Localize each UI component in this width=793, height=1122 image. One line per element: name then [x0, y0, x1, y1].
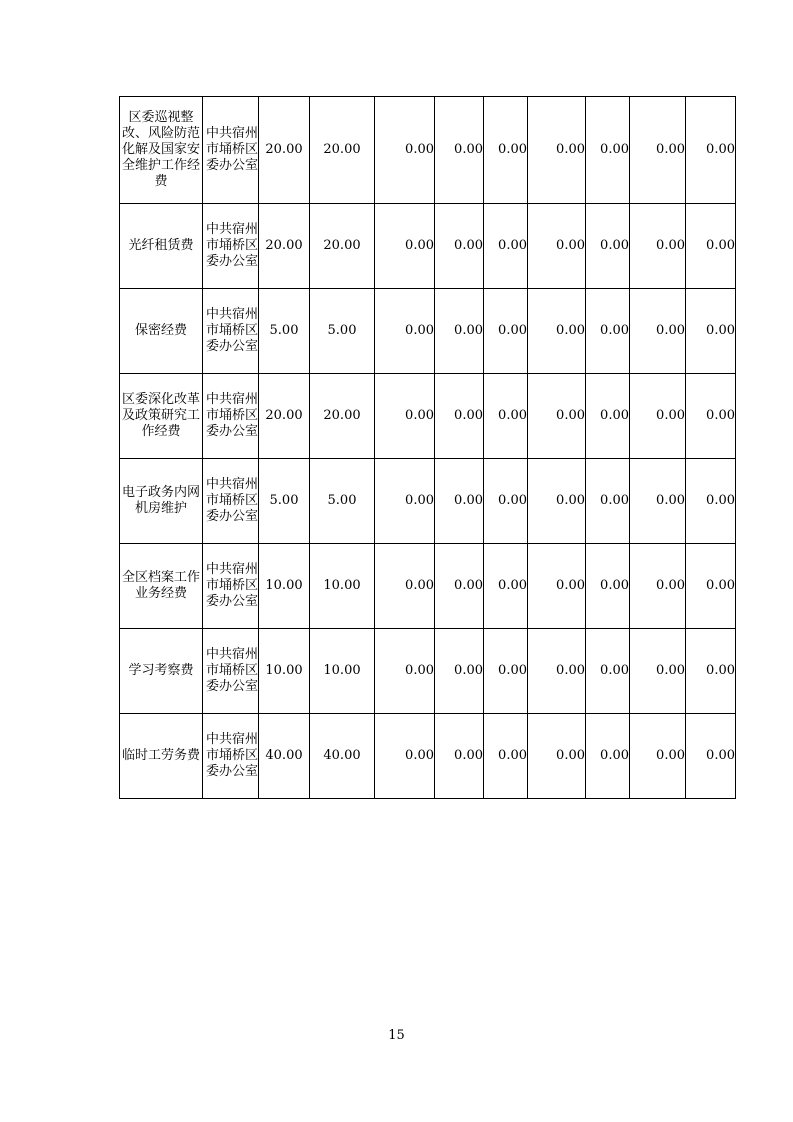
fiscal-amount-cell: 20.00 [310, 374, 375, 459]
total-amount-cell: 40.00 [259, 714, 310, 799]
amount-cell: 0.00 [630, 204, 686, 289]
amount-cell: 0.00 [528, 374, 586, 459]
amount-cell: 0.00 [435, 97, 484, 204]
amount-cell: 0.00 [686, 544, 736, 629]
amount-cell: 0.00 [375, 629, 435, 714]
amount-cell: 0.00 [528, 289, 586, 374]
fiscal-amount-cell: 40.00 [310, 714, 375, 799]
amount-cell: 0.00 [484, 544, 528, 629]
amount-cell: 0.00 [484, 97, 528, 204]
amount-cell: 0.00 [528, 544, 586, 629]
fiscal-amount-cell: 10.00 [310, 544, 375, 629]
project-cell: 保密经费 [120, 289, 203, 374]
fiscal-amount-cell: 5.00 [310, 459, 375, 544]
project-cell: 电子政务内网机房维护 [120, 459, 203, 544]
amount-cell: 0.00 [375, 97, 435, 204]
amount-cell: 0.00 [528, 714, 586, 799]
unit-cell: 中共宿州市埇桥区委办公室 [203, 374, 259, 459]
table-row [120, 544, 736, 629]
amount-cell: 0.00 [630, 629, 686, 714]
amount-cell: 0.00 [630, 459, 686, 544]
amount-cell: 0.00 [484, 459, 528, 544]
amount-cell: 0.00 [586, 204, 630, 289]
amount-cell: 0.00 [435, 544, 484, 629]
amount-cell: 0.00 [586, 714, 630, 799]
amount-cell: 0.00 [686, 204, 736, 289]
fiscal-amount-cell: 20.00 [310, 204, 375, 289]
table-row [120, 289, 736, 374]
total-amount-cell: 20.00 [259, 374, 310, 459]
amount-cell: 0.00 [586, 374, 630, 459]
amount-cell: 0.00 [484, 204, 528, 289]
amount-cell: 0.00 [375, 289, 435, 374]
project-cell: 区委巡视整改、风险防范化解及国家安全维护工作经费 [120, 97, 203, 204]
unit-cell: 中共宿州市埇桥区委办公室 [203, 459, 259, 544]
amount-cell: 0.00 [484, 374, 528, 459]
amount-cell: 0.00 [435, 289, 484, 374]
amount-cell: 0.00 [528, 629, 586, 714]
amount-cell: 0.00 [586, 459, 630, 544]
amount-cell: 0.00 [686, 374, 736, 459]
table-row [120, 629, 736, 714]
amount-cell: 0.00 [586, 629, 630, 714]
fiscal-amount-cell: 10.00 [310, 629, 375, 714]
amount-cell: 0.00 [484, 289, 528, 374]
amount-cell: 0.00 [375, 374, 435, 459]
amount-cell: 0.00 [630, 97, 686, 204]
budget-table [119, 96, 736, 799]
total-amount-cell: 10.00 [259, 629, 310, 714]
total-amount-cell: 20.00 [259, 204, 310, 289]
amount-cell: 0.00 [435, 204, 484, 289]
project-cell: 临时工劳务费 [120, 714, 203, 799]
total-amount-cell: 10.00 [259, 544, 310, 629]
table-row [120, 374, 736, 459]
amount-cell: 0.00 [528, 97, 586, 204]
amount-cell: 0.00 [375, 204, 435, 289]
amount-cell: 0.00 [686, 629, 736, 714]
amount-cell: 0.00 [686, 714, 736, 799]
amount-cell: 0.00 [586, 544, 630, 629]
unit-cell: 中共宿州市埇桥区委办公室 [203, 97, 259, 204]
unit-cell: 中共宿州市埇桥区委办公室 [203, 204, 259, 289]
project-cell: 区委深化改革及政策研究工作经费 [120, 374, 203, 459]
amount-cell: 0.00 [686, 459, 736, 544]
amount-cell: 0.00 [435, 459, 484, 544]
page-number: 15 [388, 1028, 405, 1043]
table-row [120, 204, 736, 289]
unit-cell: 中共宿州市埇桥区委办公室 [203, 289, 259, 374]
project-cell: 全区档案工作业务经费 [120, 544, 203, 629]
amount-cell: 0.00 [435, 714, 484, 799]
unit-cell: 中共宿州市埇桥区委办公室 [203, 544, 259, 629]
table-row [120, 97, 736, 204]
amount-cell: 0.00 [528, 459, 586, 544]
unit-cell: 中共宿州市埇桥区委办公室 [203, 629, 259, 714]
total-amount-cell: 5.00 [259, 459, 310, 544]
total-amount-cell: 5.00 [259, 289, 310, 374]
fiscal-amount-cell: 5.00 [310, 289, 375, 374]
amount-cell: 0.00 [686, 97, 736, 204]
amount-cell: 0.00 [375, 459, 435, 544]
amount-cell: 0.00 [375, 714, 435, 799]
table-row [120, 459, 736, 544]
project-cell: 学习考察费 [120, 629, 203, 714]
amount-cell: 0.00 [528, 204, 586, 289]
amount-cell: 0.00 [484, 714, 528, 799]
amount-cell: 0.00 [375, 544, 435, 629]
unit-cell: 中共宿州市埇桥区委办公室 [203, 714, 259, 799]
amount-cell: 0.00 [630, 544, 686, 629]
amount-cell: 0.00 [435, 629, 484, 714]
amount-cell: 0.00 [484, 629, 528, 714]
amount-cell: 0.00 [586, 289, 630, 374]
amount-cell: 0.00 [630, 374, 686, 459]
table-row [120, 714, 736, 799]
project-cell: 光纤租赁费 [120, 204, 203, 289]
amount-cell: 0.00 [435, 374, 484, 459]
total-amount-cell: 20.00 [259, 97, 310, 204]
fiscal-amount-cell: 20.00 [310, 97, 375, 204]
amount-cell: 0.00 [630, 714, 686, 799]
amount-cell: 0.00 [630, 289, 686, 374]
amount-cell: 0.00 [686, 289, 736, 374]
amount-cell: 0.00 [586, 97, 630, 204]
